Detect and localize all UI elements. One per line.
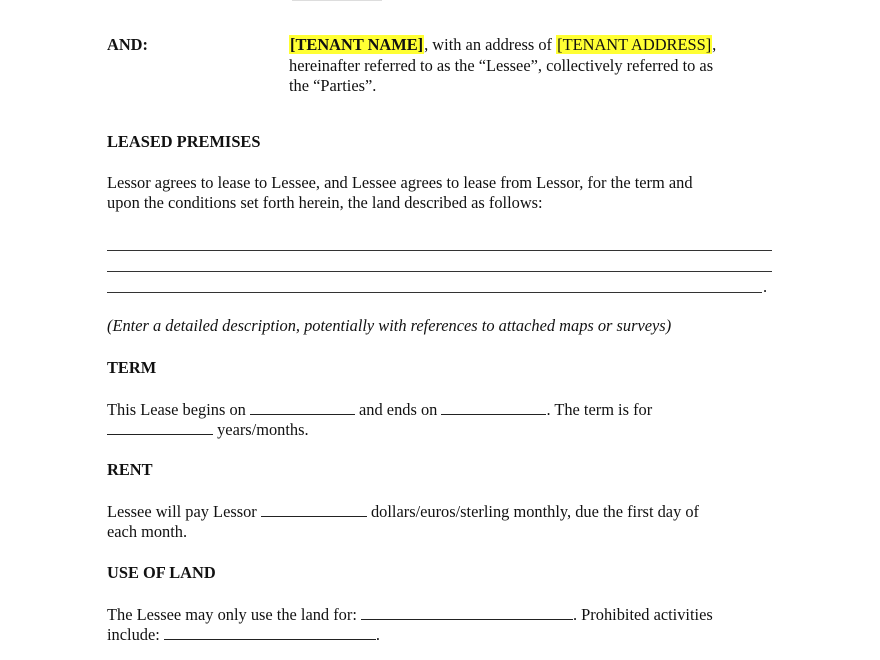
term-start-date-blank[interactable] [250,399,355,415]
use-of-land-text: The Lessee may only use the land for: [107,605,361,624]
term-end-date-blank[interactable] [441,399,546,415]
leased-premises-line-1: Lessor agrees to lease to Lessee, and Lessee agrees to lease from Lessor, for the term and [107,173,693,192]
term-duration-blank[interactable] [107,419,213,435]
tenant-mid-text: , with an address of [424,35,557,54]
land-description-instruction: (Enter a detailed description, potentially with references to attached maps or surveys) [107,316,672,335]
land-description-line-1[interactable] [107,250,772,251]
use-of-land-line-2 [107,624,380,645]
land-description-end-period: . [763,277,768,296]
rent-currency-text: dollars/euros/sterling monthly, due the first day of [366,502,700,521]
leased-premises-line-2: upon the conditions set forth herein, the land described as follows: [107,193,543,212]
term-begins-text: This Lease begins on [107,400,250,419]
use-of-land-heading: USE OF LAND [107,563,216,582]
page-top-mark [292,0,382,1]
and-label: AND: [107,35,148,54]
term-heading: TERM [107,358,157,377]
rent-amount-blank[interactable] [261,501,367,517]
prohibited-activities-blank[interactable] [164,624,376,640]
use-of-land-end-period: . [375,625,381,644]
land-description-line-3[interactable] [107,292,762,293]
rent-line-2: each month. [107,522,188,541]
permitted-use-blank[interactable] [361,604,573,620]
prohibited-activities-text: . Prohibited activities [572,605,713,624]
tenant-name-placeholder[interactable]: [TENANT NAME] [290,35,424,54]
land-description-line-2[interactable] [107,271,772,272]
tenant-line-1 [289,35,716,55]
term-for-text: . The term is for [546,400,653,419]
tenant-end-text: , [712,35,717,54]
rent-heading: RENT [107,460,153,479]
term-years-months-text: years/months. [213,420,309,439]
rent-pay-text: Lessee will pay Lessor [107,502,261,521]
use-of-land-line-1 [107,604,713,625]
include-text: include: [107,625,164,644]
term-line-1 [107,399,652,420]
rent-line-1 [107,501,699,522]
tenant-address-placeholder[interactable]: [TENANT ADDRESS] [557,35,712,54]
term-line-2 [107,419,309,440]
tenant-line-2: hereinafter referred to as the “Lessee”, collectively referred to as [289,56,714,75]
leased-premises-heading: LEASED PREMISES [107,132,261,151]
tenant-line-3: the “Parties”. [289,76,377,95]
term-ends-text: and ends on [354,400,442,419]
